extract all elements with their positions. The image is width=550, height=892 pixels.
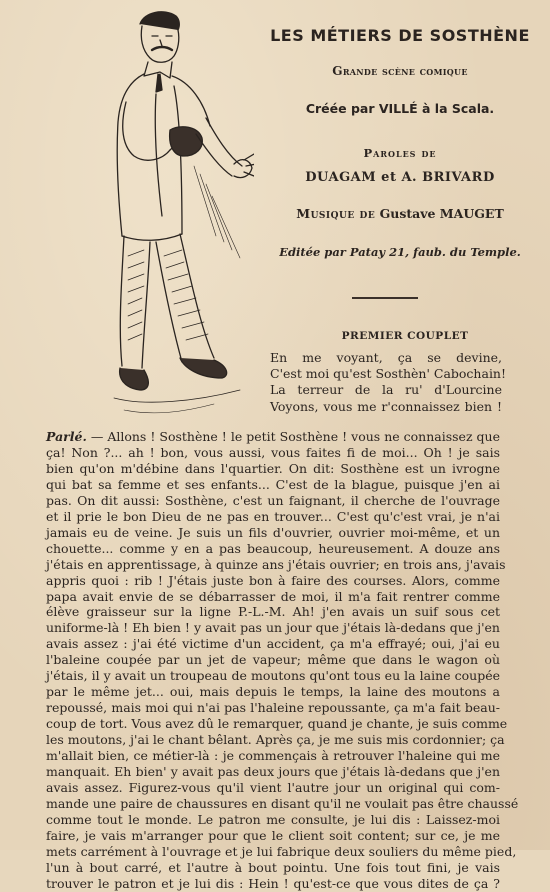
prose-line: papa avait envie de se débarrasser de moi, il m'a fait rentrer comme [46, 588, 500, 604]
prose-line: par le même jet... oui, mais depuis le temps, la laine des moutons a [46, 684, 500, 700]
lyricists: DUAGAM et A. BRIVARD [305, 170, 495, 185]
prose-line: faire, je vais m'arranger pour que le client soit content; sur ce, je me [46, 827, 500, 843]
prose-line: uniforme-là ! Eh bien ! y avait pas un jour que j'étais là-dedans que j'en [46, 620, 500, 636]
creation-credit: Créée par VILLÉ à la Scala. [305, 101, 495, 116]
prose-line: l'un à bout carré, et l'autre à bout pointu. Une fois tout fini, je vais [46, 859, 500, 875]
composer: Gustave MAUGET [379, 206, 504, 221]
prose-line: avais assez : j'ai été victime d'un accident, ça m'a effrayé; oui, j'ai eu [46, 636, 500, 652]
spoken-section [46, 429, 519, 892]
prose-line: et il prie le bon Dieu de ne pas en trouver... C'est qu'c'est vrai, je n'ai [46, 508, 500, 524]
song-title: LES MÉTIERS DE SOSTHÈNE [270, 26, 530, 45]
prose-line: j'étais en apprentissage, à quinze ans j'étais ouvrier; en trois ans, j'avais [46, 556, 506, 572]
prose-line: chouette... comme y en a pas beaucoup, heureusement. A douze ans [46, 540, 500, 556]
prose-line: trouver le patron et je lui dis : Hein ! qu'est-ce que vous dites de ça ? [46, 875, 500, 891]
prose-line: mets carrément à l'ouvrage et je lui fabrique deux souliers du même pied, [46, 843, 517, 859]
sosthene-illustration [44, 6, 254, 426]
verse-block [270, 350, 507, 415]
couplet-heading: PREMIER COUPLET [341, 330, 469, 342]
music-credit [255, 206, 545, 221]
prose-line: appris quoi : rib ! J'étais juste bon à faire des courses. Alors, comme [46, 572, 500, 588]
divider-rule [352, 297, 418, 299]
prose-line: avais assez. Figurez-vous qu'il vient l'autre jour un original qui com- [46, 779, 500, 795]
prose-line: jamais eu de veine. Je suis un fils d'ouvrier, ouvrier moi-même, et un [46, 524, 500, 540]
prose-line: Parlé. — Allons ! Sosthène ! le petit Sosthène ! vous ne connaissez que [46, 429, 500, 444]
song-subtitle: Grande scène comique [332, 64, 468, 78]
prose-line: bien qu'on m'débine dans l'quartier. On dit: Sosthène est un ivrogne [46, 460, 500, 476]
prose-line: ça! Non ?... ah ! bon, vous aussi, vous faites fi de moi... Oh ! je sais [46, 444, 500, 460]
verse-line: Voyons, vous me r'connaissez bien ! [270, 398, 502, 414]
spoken-label: Parlé. [46, 429, 87, 444]
prose-line: manquait. Eh bien' y avait pas deux jours que j'étais là-dedans que j'en [46, 764, 500, 780]
prose-line: j'étais, il y avait un troupeau de moutons qu'ont tous eu la laine coupée [46, 668, 500, 684]
prose-line: coup de tort. Vous avez dû le remarquer, quand je chante, je suis comme [46, 716, 508, 732]
prose-line: comme tout le monde. Le patron me consulte, je lui dis : Laissez-moi [46, 811, 500, 827]
prose-line: élève graisseur sur la ligne P.-L.-M. Ah! j'en avais un suif sous cet [46, 604, 500, 620]
publisher-line: Editée par Patay 21, faub. du Temple. [279, 245, 521, 259]
music-label: Musique de [296, 206, 376, 221]
prose-line: pas. On dit aussi: Sosthène, c'est un faignant, il cherche de l'ouvrage [46, 492, 500, 508]
prose-line: qui bat sa femme et ses enfants... C'est de la blague, puisque j'en ai [46, 476, 500, 492]
prose-line: l'baleine coupée par un jet de vapeur; même que dans le wagon où [46, 652, 500, 668]
prose-line: repoussé, mais moi qui n'ai pas l'haleine repoussante, ça m'a fait beau- [46, 700, 500, 716]
verse-line: En me voyant, ça se devine, [270, 350, 502, 365]
prose-line: les moutons, j'ai le chant bêlant. Après ça, je me suis mis cordonnier; ça [46, 732, 505, 748]
prose-line: mande une paire de chaussures en disant qu'il ne voulait pas être chaussé [46, 795, 519, 811]
prose-line: m'allait bien, ce métier-là : je commençais à retrouver l'haleine qui me [46, 748, 500, 764]
lyrics-label: Paroles de [363, 146, 437, 160]
verse-line: C'est moi qu'est Sosthèn' Cabochain! [270, 366, 507, 382]
verse-line: La terreur de la ru' d'Lourcine [270, 382, 502, 398]
